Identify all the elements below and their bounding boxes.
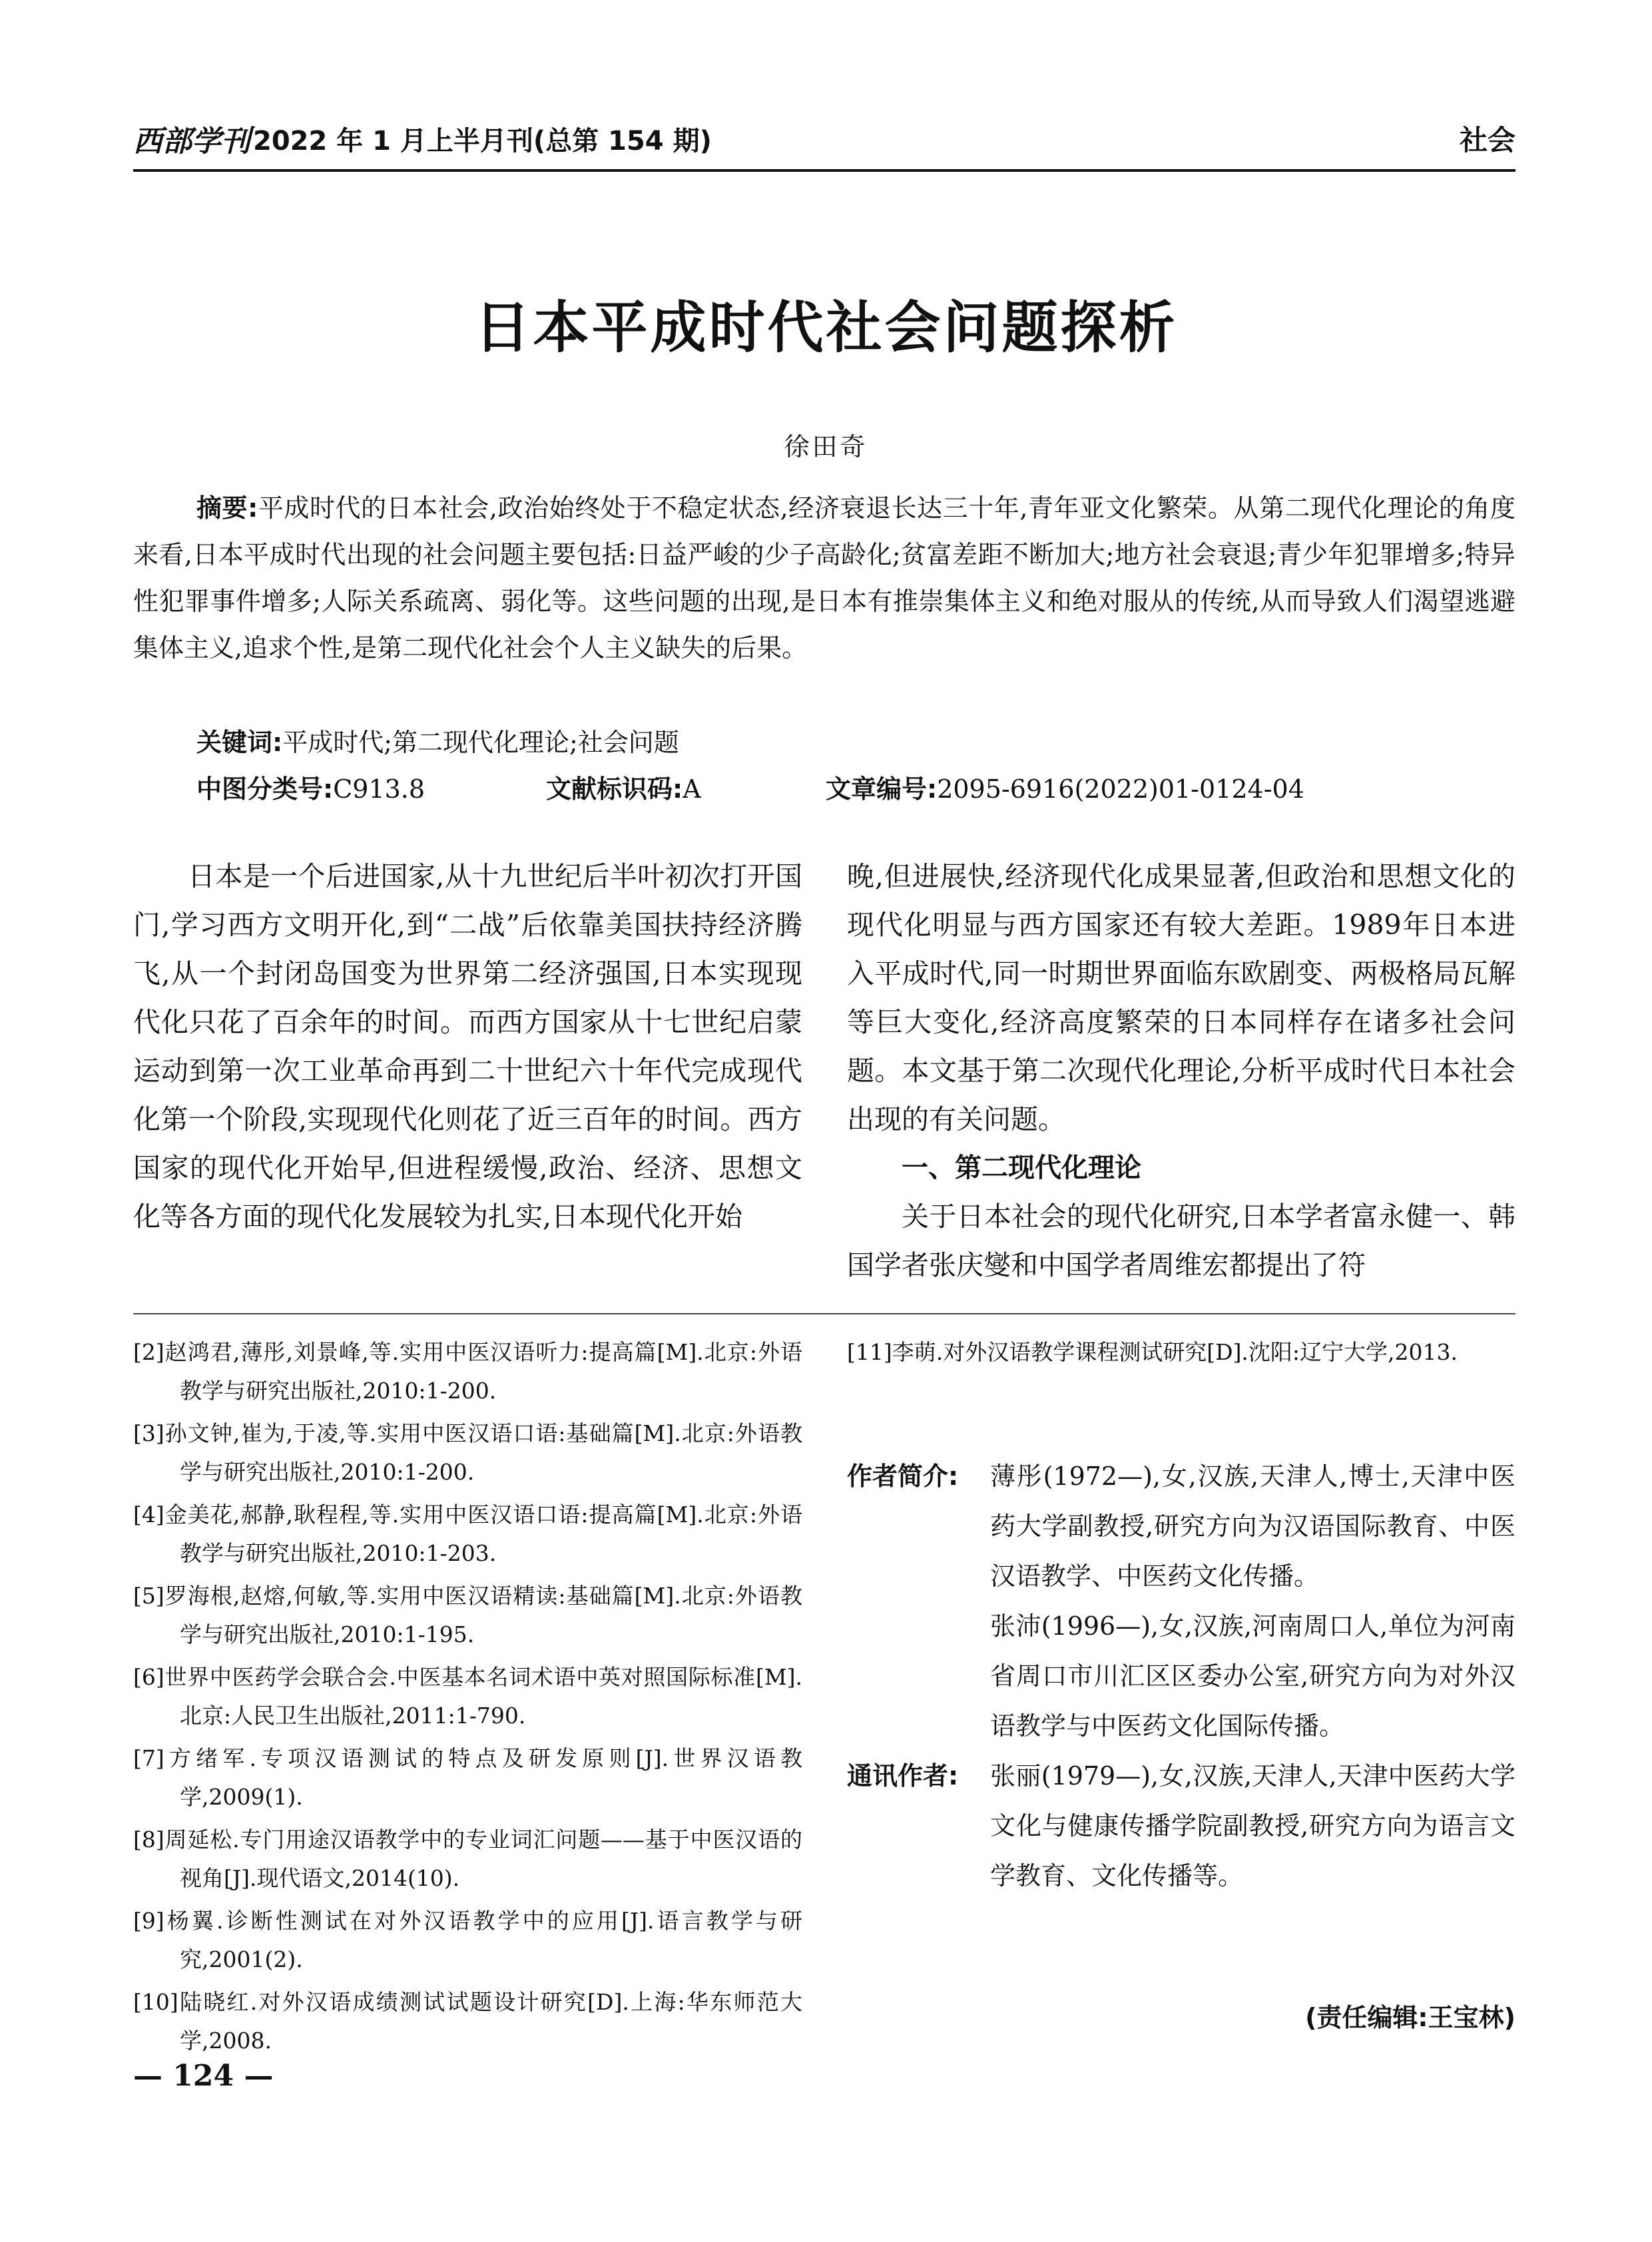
doc-code-label: 文献标识码: (546, 774, 683, 804)
clc-value: C913.8 (333, 774, 425, 804)
article-no-label: 文章编号: (826, 774, 938, 804)
article-number (826, 769, 1304, 809)
responsible-editor: (责任编辑:王宝林) (1305, 2003, 1515, 2032)
body-paragraph: 晚,但进展快,经济现代化成果显著,但政治和思想文化的现代化明显与西方国家还有较大差距。1989年日本进入平成时代,同一时期世界面临东欧剧变、两极格局瓦解等巨大变化,经济高度繁荣的日本同样存在诸多社会问题。本文基于第二次现代化理论,分析平成时代日本社会出现的有关问题。 (847, 860, 1515, 1135)
header-rule (133, 169, 1515, 172)
body-paragraph: 关于日本社会的现代化研究,日本学者富永健一、韩国学者张庆燮和中国学者周维宏都提出了符 (847, 1201, 1515, 1281)
issue-info: 2022 年 1 月上半月刊(总第 154 期) (253, 125, 712, 156)
section-heading: 一、第二现代化理论 (902, 1153, 1141, 1183)
reference-item: [9]杨翼.诊断性测试在对外汉语教学中的应用[J].语言教学与研究,2001(2). (133, 1908, 802, 1972)
corresponding-author (847, 1751, 1515, 1901)
reference-item: [4]金美花,郝静,耿程程,等.实用中医汉语口语:提高篇[M].北京:外语教学与研究出版社,2010:1-203. (133, 1502, 802, 1566)
author-intro-label: 作者简介: (847, 1462, 959, 1491)
article-author: 徐田奇 (784, 432, 868, 461)
abstract-text: 平成时代的日本社会,政治始终处于不稳定状态,经济衰退长达三十年,青年亚文化繁荣。从第二现代化理论的角度来看,日本平成时代出现的社会问题主要包括:日益严峻的少子高龄化;贫富差距不断加大;地方社会衰退;青少年犯罪增多;特异性犯罪事件增多;人际关系疏离、弱化等。这些问题的出现,是日本有推崇集体主义和绝对服从的传统,从而导致人们渴望逃避集体主义,追求个性,是第二现代化社会个人主义缺失的后果。 (133, 493, 1515, 663)
reference-item: [5]罗海根,赵熔,何敏,等.实用中医汉语精读:基础篇[M].北京:外语教学与研究出版社,2010:1-195. (133, 1583, 802, 1647)
keywords (196, 722, 679, 762)
references-right (847, 1333, 1515, 1376)
author-bio (847, 1452, 1515, 1901)
section-name: 社会 (1459, 124, 1515, 156)
body-paragraph: 日本是一个后进国家,从十九世纪后半叶初次打开国门,学习西方文明开化,到“二战”后依靠美国扶持经济腾飞,从一个封闭岛国变为世界第二经济强国,日本实现现代化只花了百余年的时间。而西方国家从十七世纪启蒙运动到第一次工业革命再到二十世纪六十年代完成现代化第一个阶段,实现现代化则花了近三百年的时间。西方国家的现代化开始早,但进程缓慢,政治、经济、思想文化等各方面的现代化发展较为扎实,日本现代化开始 (133, 860, 802, 1233)
reference-item: [2]赵鸿君,薄彤,刘景峰,等.实用中医汉语听力:提高篇[M].北京:外语教学与研究出版社,2010:1-200. (133, 1339, 802, 1404)
corresponding-label: 通讯作者: (847, 1761, 959, 1791)
running-header-left (133, 119, 712, 158)
reference-item: [11]李萌.对外汉语教学课程测试研究[D].沈阳:辽宁大学,2013. (847, 1339, 1458, 1365)
body-column-right (847, 852, 1515, 1290)
reference-item: [10]陆晓红.对外汉语成绩测试试题设计研究[D].上海:华东师范大学,2008. (133, 1989, 802, 2054)
abstract-label: 摘要: (196, 493, 258, 523)
section-divider (133, 1313, 1515, 1314)
keywords-label: 关键词: (196, 728, 283, 757)
clc-code (196, 769, 425, 809)
doc-code-value: A (683, 774, 701, 804)
reference-item: [8]周延松.专门用途汉语教学中的专业词汇问题——基于中医汉语的视角[J].现代语文,2014(10). (133, 1826, 802, 1891)
document-code (546, 769, 701, 809)
reference-item: [7]方绪军.专项汉语测试的特点及研发原则[J].世界汉语教学,2009(1). (133, 1745, 802, 1810)
keywords-text: 平成时代;第二现代化理论;社会问题 (282, 728, 679, 757)
clc-label: 中图分类号: (196, 774, 334, 804)
journal-logo: 西部学刊 (133, 125, 250, 158)
article-title: 日本平成时代社会问题探析 (474, 295, 1178, 360)
body-column-left (133, 852, 802, 1241)
reference-item: [3]孙文钟,崔为,于凌,等.实用中医汉语口语:基础篇[M].北京:外语教学与研究出版社,2010:1-200. (133, 1420, 802, 1485)
author-intro-text: 张沛(1996—),女,汉族,河南周口人,单位为河南省周口市川汇区区委办公室,研究方向为对外汉语教学与中医药文化国际传播。 (990, 1611, 1515, 1741)
article-no-value: 2095-6916(2022)01-0124-04 (937, 774, 1304, 804)
reference-item: [6]世界中医药学会联合会.中医基本名词术语中英对照国际标准[M].北京:人民卫生出版社,2011:1-790. (133, 1664, 802, 1729)
author-intro (847, 1452, 1515, 1751)
page-number: — 124 — (133, 2059, 274, 2093)
corresponding-text: 张丽(1979—),女,汉族,天津人,天津中医药大学文化与健康传播学院副教授,研究方向为语言文学教育、文化传播等。 (990, 1761, 1515, 1890)
abstract (133, 485, 1515, 671)
author-intro-text: 薄彤(1972—),女,汉族,天津人,博士,天津中医药大学副教授,研究方向为汉语国际教育、中医汉语教学、中医药文化传播。 (990, 1462, 1515, 1591)
references-left (133, 1333, 802, 2064)
